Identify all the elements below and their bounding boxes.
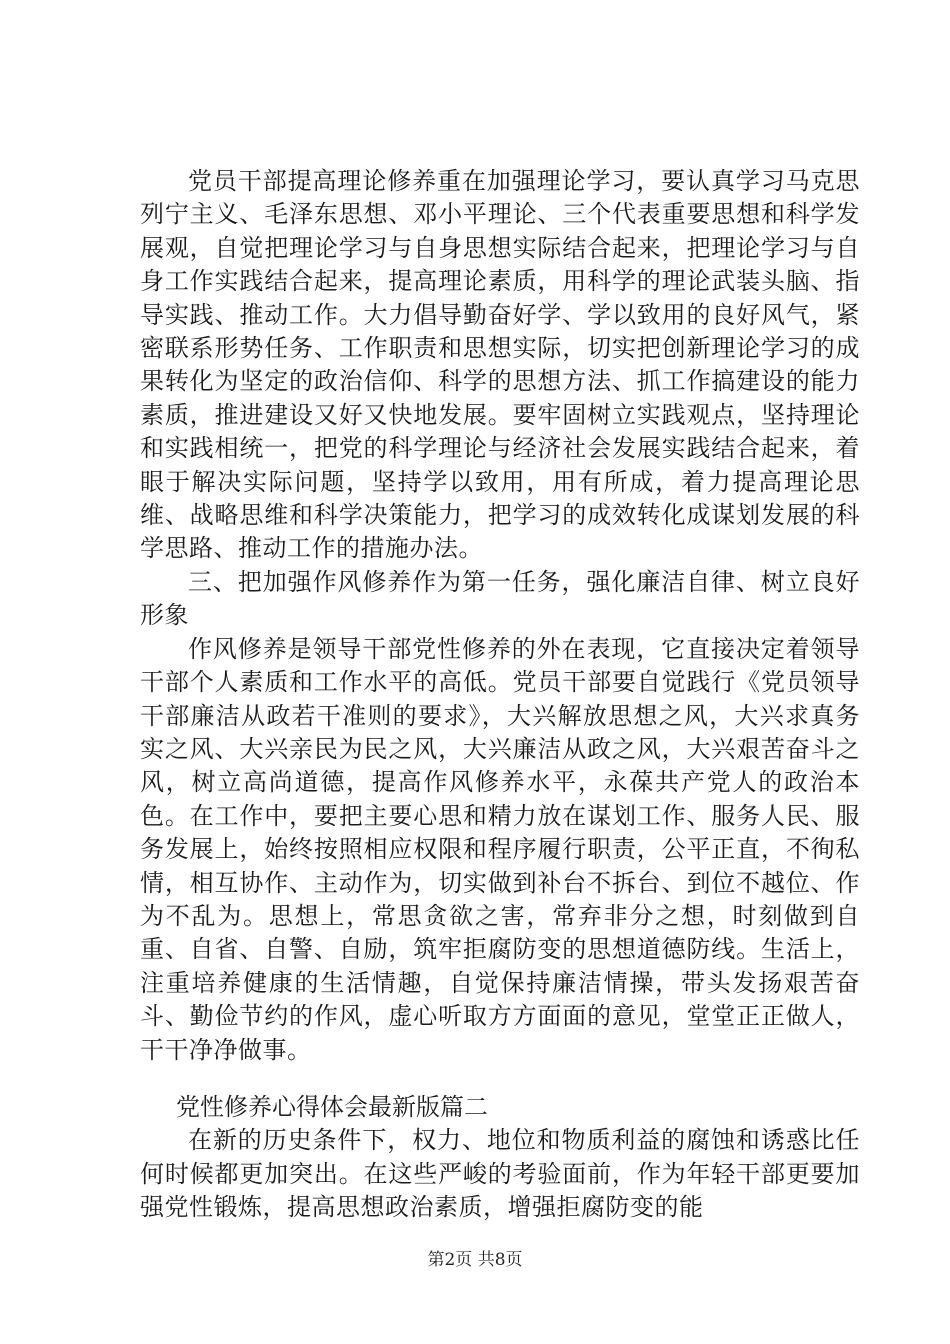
page-number-footer: 第2页 共8页 <box>427 1250 523 1270</box>
paragraph-new-conditions: 在新的历史条件下，权力、地位和物质利益的腐蚀和诱惑比任何时候都更加突出。在这些严峻的考验面前，作为年轻干部更要加强党性锻炼，提高思想政治素质，增强拒腐防变的能 <box>140 1126 860 1222</box>
paragraph-gap <box>140 1067 860 1091</box>
section-title: 党性修养心得体会最新版篇二 <box>176 1092 488 1121</box>
document-body <box>140 165 860 1225</box>
paragraph-theory-study: 党员干部提高理论修养重在加强理论学习，要认真学习马克思列宁主义、毛泽东思想、邓小平理论、三个代表重要思想和科学发展观，自觉把理论学习与自身思想实际结合起来，把理论学习与自身工作实践结合起来，提高理论素质，用科学的理论武装头脑、指导实践、推动工作。大力倡导勤奋好学、学以致用的良好风气，紧密联系形势任务、工作职责和思想实际，切实把创新理论学习的成果转化为坚定的政治信仰、科学的思想方法、抓工作搞建设的能力素质，推进建设又好又快地发展。要牢固树立实践观点，坚持理论和实践相统一，把党的科学理论与经济社会发展实践结合起来，着眼于解决实际问题，坚持学以致用，用有所成，着力提高理论思维、战略思维和科学决策能力，把学习的成效转化成谋划发展的科学思路、推动工作的措施办法。 <box>140 167 860 563</box>
heading-style-cultivation: 三、把加强作风修养作为第一任务，强化廉洁自律、树立良好形象 <box>140 567 860 630</box>
paragraph-style-cultivation: 作风修养是领导干部党性修养的外在表现，它直接决定着领导干部个人素质和工作水平的高低。党员干部要自觉践行《党员领导干部廉洁从政若干准则的要求》，大兴解放思想之风，大兴求真务实之风、大兴亲民为民之风，大兴廉洁从政之风，大兴艰苦奋斗之风，树立高尚道德，提高作风修养水平，永葆共产党人的政治本色。在工作中，要把主要心思和精力放在谋划工作、服务人民、服务发展上，始终按照相应权限和程序履行职责，公平正直，不徇私情，相互协作、主动作为，切实做到补台不拆台、到位不越位、作为不乱为。思想上，常思贪欲之害，常弃非分之想，时刻做到自重、自省、自警、自励，筑牢拒腐防变的思想道德防线。生活上，注重培养健康的生活情趣，自觉保持廉洁情操，带头发扬艰苦奋斗、勤俭节约的作风，虚心听取方方面面的意见，堂堂正正做人，干干净净做事。 <box>140 634 860 1064</box>
